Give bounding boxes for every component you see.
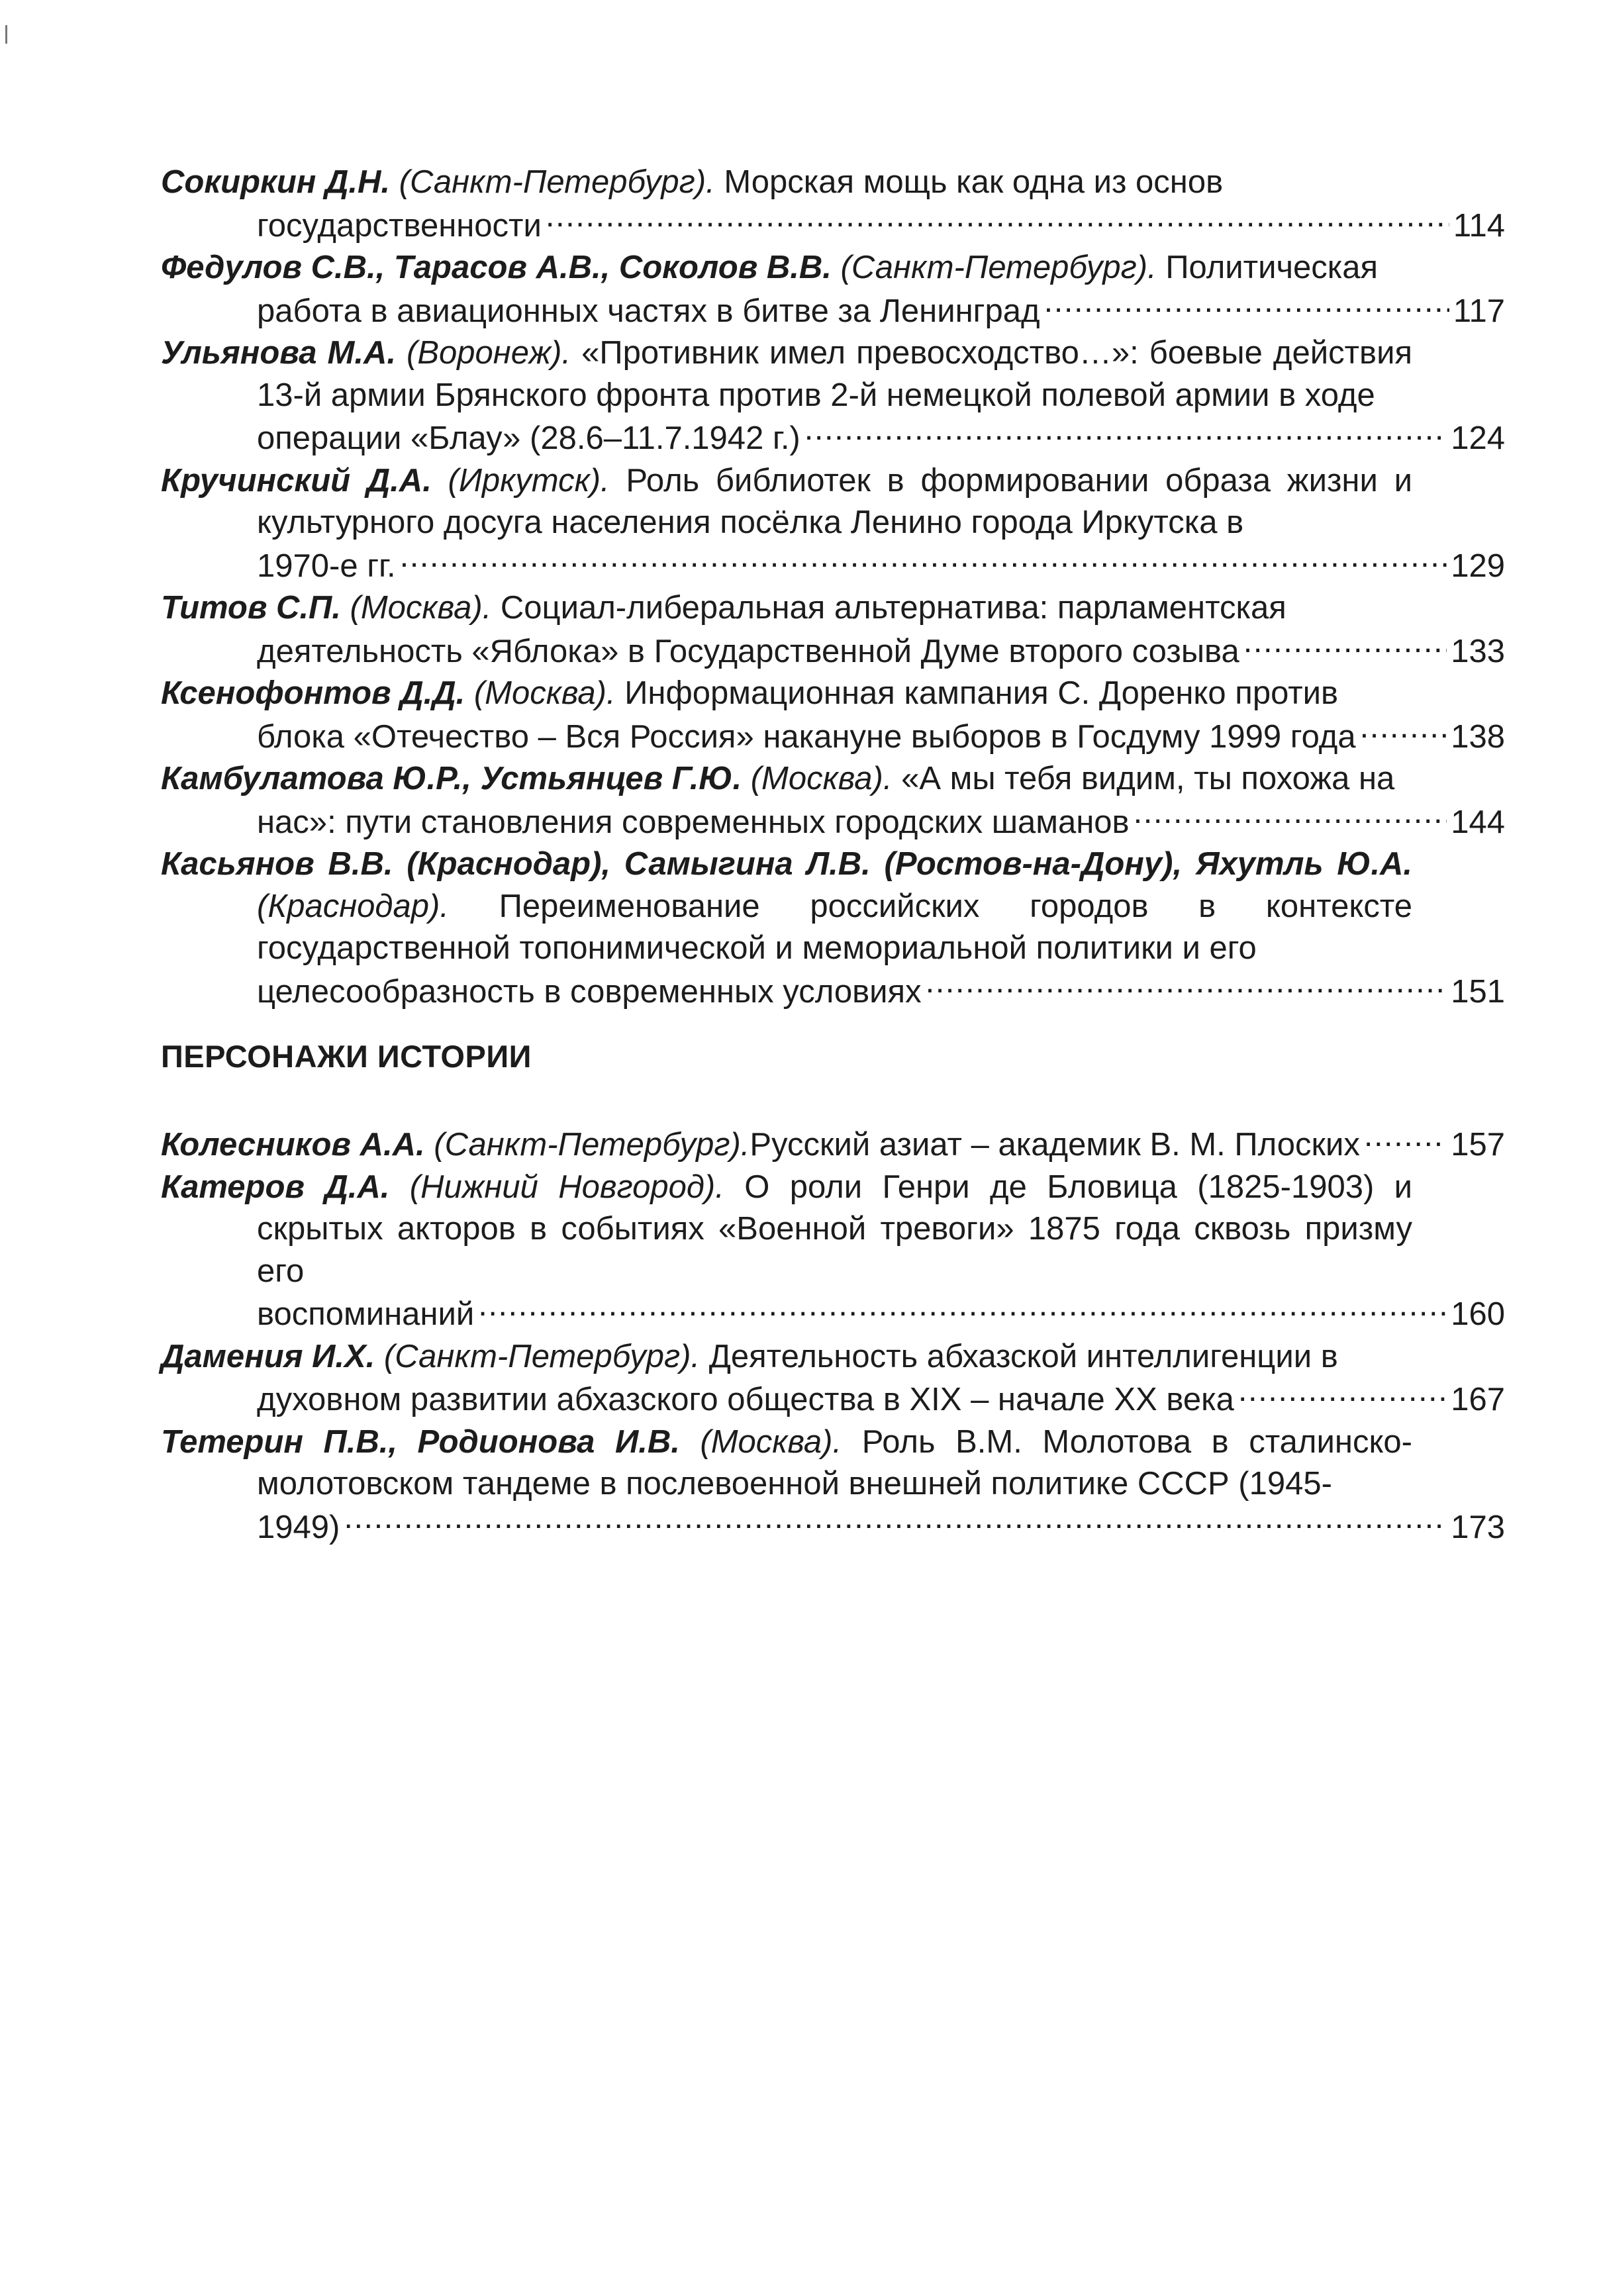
toc-entry-title-text: Русский азиат – академик В. М. Плоских [750, 1127, 1360, 1163]
toc-entry-title-text: акторов в событиях «Военной тревоги» 1875 года сквозь призму его [257, 1211, 1412, 1289]
toc-page-number: 124 [1451, 420, 1505, 456]
toc-entry-title-text: Политическая [1165, 250, 1379, 285]
toc-page-number: 157 [1451, 1127, 1505, 1163]
toc-entry-authors: Дамения И.Х. [161, 1338, 375, 1374]
toc-entry-title-text: операции «Блау» (28.6–11.7.1942 г.) [257, 420, 800, 456]
dot-leader [400, 544, 1447, 577]
toc-entry-title-text: Роль библиотек в формировании образа жизни [626, 462, 1378, 499]
dot-leader [1134, 800, 1447, 833]
toc-entry-last-line [257, 416, 1505, 460]
toc-entry-authors: Камбулатова Ю.Р., Устьянцев Г.Ю. [161, 761, 742, 796]
toc-entry [161, 162, 1505, 247]
toc-entry-authors: Колесников А.А. [161, 1127, 425, 1163]
toc-entry-title-text: О роли Генри де Бловица (1825-1903) и скрытых [257, 1169, 1412, 1247]
toc-entry-title-text: «Противник имел превосходство…»: боевые действия [581, 335, 1412, 371]
toc-entry-city: (Иркутск). [448, 462, 610, 499]
toc-entry-authors: Сокиркин Д.Н. [161, 164, 390, 200]
toc-entry-prefix [161, 1124, 750, 1167]
toc-entry-authors: Титов С.П. [161, 590, 341, 626]
dot-leader [1243, 630, 1447, 662]
dot-leader [1044, 289, 1449, 322]
toc-section [161, 162, 1505, 1013]
toc-page-number: 173 [1451, 1509, 1505, 1545]
toc-entry-city: (Воронеж). [407, 335, 571, 371]
toc-entry [161, 758, 1505, 843]
toc-entry [161, 1167, 1505, 1336]
toc-entry-last-line [257, 1292, 1505, 1336]
toc-entry-title-text: работа в авиационных частях в битве за Ленинград [257, 293, 1040, 329]
toc-entry-last-line [257, 715, 1505, 759]
toc-entry-city: (Москва). [350, 590, 492, 626]
dot-leader [1360, 715, 1447, 747]
toc-entry-city: (Санкт-Петербург). [434, 1127, 750, 1163]
toc-page-number: 114 [1453, 207, 1505, 244]
toc-entry-title-text: 13-й армии Брянского фронта против 2-й немецкой полевой армии в ходе [257, 377, 1375, 413]
toc-entry-title-text: деятельность «Яблока» в Государственной Думе второго созыва [257, 633, 1239, 669]
toc-entry [161, 673, 1505, 758]
dot-leader [804, 416, 1447, 449]
toc-entry-authors: Тетерин П.В., Родионова И.В. [161, 1423, 680, 1460]
toc-entry [161, 587, 1505, 673]
toc-entry-title-text: воспоминаний [257, 1296, 475, 1332]
toc-page-number: 144 [1451, 804, 1505, 840]
toc-page-number: 133 [1451, 633, 1505, 669]
toc-entry [161, 1336, 1505, 1421]
section-heading: ПЕРСОНАЖИ ИСТОРИИ [161, 1039, 532, 1074]
toc-entry-authors: Ульянова М.А. [161, 335, 396, 371]
toc-entry-last-line [257, 1506, 1505, 1549]
toc-entry-authors: Касьянов В.В. (Краснодар), Самыгина Л.В. (Ростов-на-Дону), Яхутль Ю.А. [161, 846, 1412, 882]
dot-leader [546, 204, 1449, 236]
toc-entry [161, 1123, 1505, 1167]
toc-entry-body [161, 587, 1505, 630]
toc-entry-title-text: 1970-е гг. [257, 548, 396, 584]
dot-leader [926, 970, 1447, 1002]
toc-entry-title-text: Деятельность абхазской интеллигенции в [708, 1338, 1338, 1374]
toc-entry-title-text: «А мы тебя видим, ты похожа на [901, 761, 1395, 796]
toc-page-number: 160 [1451, 1296, 1505, 1332]
toc-entry-title-text: Социал-либеральная альтернатива: парламентская [500, 590, 1286, 626]
toc-page-number: 129 [1451, 548, 1505, 584]
toc-entry-title-text: государственности [257, 207, 542, 244]
toc-entry-authors: Федулов С.В., Тарасов А.В., Соколов В.В. [161, 250, 832, 285]
toc-entry-title-text: блока «Отечество – Вся Россия» накануне выборов в Госдуму 1999 года [257, 718, 1356, 755]
toc-entry-authors: Ксенофонтов Д.Д. [161, 675, 465, 711]
toc-page-number: 117 [1453, 293, 1505, 329]
toc-entry-city: (Санкт-Петербург). [383, 1338, 701, 1374]
toc-entry [161, 460, 1505, 588]
toc-page-number: 151 [1451, 973, 1505, 1010]
toc-entry-body [161, 673, 1505, 715]
toc-entry-body [161, 843, 1505, 970]
toc-entry-body [161, 1167, 1505, 1293]
dot-leader [344, 1506, 1447, 1538]
toc-entry-title-text: Переименование российских городов в контексте [499, 888, 1412, 924]
toc-entry-last-line [161, 1123, 1505, 1167]
scan-artifact [5, 25, 7, 44]
toc-entry-city: (Санкт-Петербург). [840, 250, 1157, 285]
dot-leader [1364, 1123, 1447, 1155]
toc-entry-body [161, 247, 1505, 289]
toc-entry-authors: Катеров Д.А. [161, 1169, 390, 1205]
toc-entry-city: (Москва). [750, 761, 893, 796]
toc-entry-title-text: 1949) [257, 1509, 340, 1545]
toc-entry-last-line [257, 544, 1505, 588]
toc-entry-body [161, 460, 1505, 544]
toc-entry-title-text: духовном развитии абхазского общества в XIX – начале XX века [257, 1382, 1234, 1417]
toc-entry-last-line [257, 1378, 1505, 1421]
toc-entry-title-text: Роль В.М. Молотова в сталинско- [861, 1423, 1413, 1460]
toc-entry-last-line [257, 970, 1505, 1014]
toc-entry-body [161, 162, 1505, 204]
toc-entry-body [161, 758, 1505, 800]
toc-entry-title-text: Информационная кампания С. Доренко против [624, 675, 1339, 711]
toc-entry-title-text: молотовском тандеме в послевоенной внешней политике СССР (1945- [257, 1466, 1332, 1502]
toc-entry-city: (Москва). [473, 675, 616, 711]
toc-section [161, 1037, 1505, 1549]
dot-leader [478, 1292, 1447, 1325]
toc-entry-body [161, 1336, 1505, 1378]
toc-entry-title-text: и культурного досуга населения посёлка Ленино города Иркутска в [257, 462, 1412, 540]
toc-entry-body [161, 1421, 1505, 1506]
toc-entry-title-text: государственной топонимической и мемориальной политики и его [257, 930, 1257, 966]
toc-entry-title-text: целесообразность в современных условиях [257, 973, 922, 1010]
toc-entry-city: (Санкт-Петербург). [399, 164, 715, 200]
toc-entry-last-line [257, 204, 1505, 248]
toc-entry [161, 1421, 1505, 1549]
toc-entry-city: (Краснодар). [257, 888, 449, 924]
toc-entry-last-line [257, 800, 1505, 844]
toc-entry-city: (Нижний Новгород). [409, 1169, 724, 1205]
toc-entry-city: (Москва). [700, 1423, 842, 1460]
toc-entry-body [161, 332, 1505, 416]
toc-entry-authors: Кручинский Д.А. [161, 462, 432, 499]
toc-entry-last-line [257, 630, 1505, 673]
toc-page-number: 138 [1451, 718, 1505, 755]
toc-entry [161, 332, 1505, 460]
toc-entry [161, 843, 1505, 1013]
dot-leader [1238, 1378, 1447, 1410]
toc-entry-last-line [257, 289, 1505, 333]
toc-entry-title-text: нас»: пути становления современных городских шаманов [257, 804, 1130, 840]
toc-entry [161, 247, 1505, 332]
toc-entry-title-text: Морская мощь как одна из основ [724, 164, 1224, 200]
toc-page-number: 167 [1451, 1382, 1505, 1417]
